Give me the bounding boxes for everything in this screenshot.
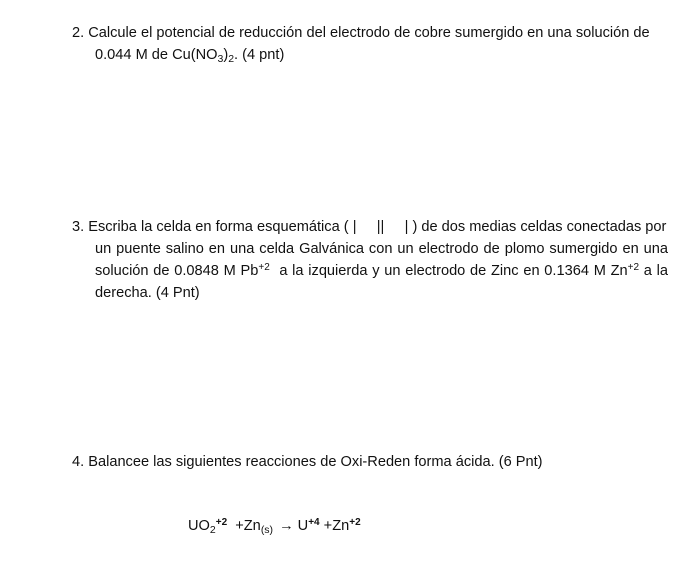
question-3-text-a: Escriba la celda en forma esquemática (	[88, 219, 349, 235]
question-3-text-line-2: un puente salino en una celda Galvánica con un electrodo de plomo sumergido en una	[95, 241, 668, 257]
question-4-number: 4.	[72, 454, 85, 470]
equation-uo: UO	[188, 518, 210, 534]
question-3-text-line-3c: a la	[643, 263, 669, 279]
question-3-pb-charge: +2	[258, 262, 270, 273]
equation-u-charge: +4	[308, 517, 320, 528]
question-3-text-line-3a: solución de 0.0848 M Pb	[95, 263, 259, 279]
question-2-line-1	[72, 22, 668, 44]
question-3-line-2	[72, 238, 668, 260]
equation-uo-subscript: 2	[209, 524, 216, 536]
question-3-text-line-3b: a la izquierda y un electrodo de Zinc en 0.1364 M Zn	[279, 263, 628, 279]
equation-u: U	[297, 518, 309, 534]
equation-zn2-charge: +2	[349, 517, 361, 528]
question-3-text-b: ) de dos medias celdas conectadas por	[412, 219, 667, 235]
question-3	[72, 216, 668, 304]
question-2-text-b: )	[223, 47, 229, 63]
question-2-number: 2.	[72, 25, 85, 41]
question-2-text-a: 0.044 M de Cu(NO	[95, 47, 218, 63]
redox-equation	[188, 515, 361, 537]
question-4-line-1	[72, 451, 668, 473]
question-2-subscript-3: 3	[217, 53, 224, 65]
question-3-number: 3.	[72, 219, 85, 235]
equation-zn-state: (s)	[260, 524, 274, 536]
question-3-line-3	[72, 260, 668, 282]
equation-zn: +Zn	[235, 518, 261, 534]
equation-uo-charge: +2	[215, 517, 228, 528]
question-4	[72, 451, 668, 473]
equation-zn2: +Zn	[323, 518, 350, 534]
question-2	[72, 22, 668, 66]
question-3-cell-notation: | || |	[352, 219, 409, 235]
reaction-arrow-icon: →	[279, 518, 294, 534]
question-2-subscript-2: 2	[228, 53, 235, 65]
question-3-line-1	[72, 216, 668, 238]
question-3-zn-charge: +2	[627, 262, 640, 273]
question-3-text-line-4: derecha. (4 Pnt)	[95, 285, 200, 301]
question-2-text-line-1: Calcule el potencial de reducción del electrodo de cobre sumergido en una solución de	[88, 25, 650, 41]
question-3-line-4	[72, 282, 668, 304]
question-2-text-c: . (4 pnt)	[234, 47, 285, 63]
question-2-line-2	[72, 44, 668, 66]
question-4-text: Balancee las siguientes reacciones de Oxi-Reden forma ácida. (6 Pnt)	[88, 454, 543, 470]
